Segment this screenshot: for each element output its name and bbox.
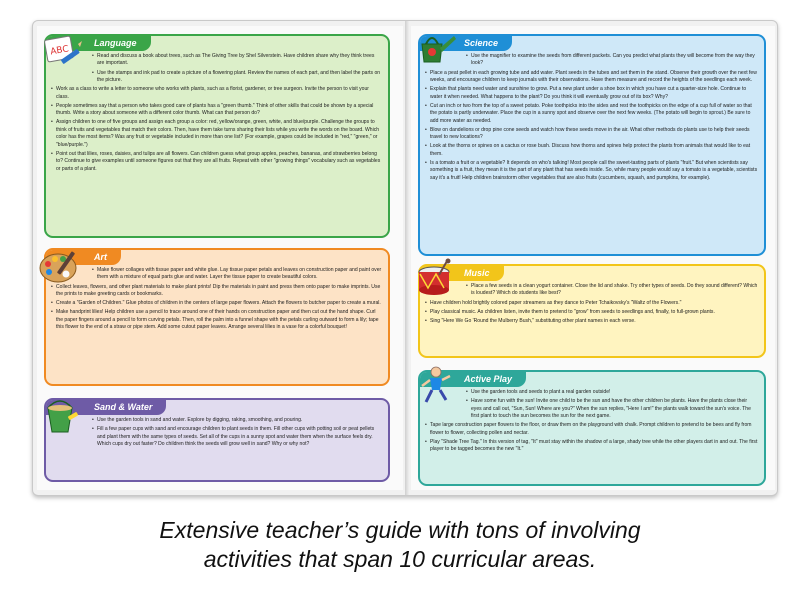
list-item: • Read and discuss a book about trees, such as The Giving Tree by Shel Silverstein. Have children share why they think trees are important.: [51, 53, 383, 68]
list-item: • Play "Shade Tree Tag." In this version of tag, "It" must stay within the shadow of a large, shady tree while the other players dart in and out. The first player to be tagged becomes the new "It.": [425, 439, 759, 454]
paint-palette-icon: [36, 246, 82, 288]
active-play-section: [418, 370, 766, 486]
list-item: • Fill a few paper cups with sand and encourage children to plant seeds in them. Fill other cups with potting soil or peat pellets and plant them with the same types of seeds. Set all of the cups in a sunny spot and water them when the surface feels dry. Which cups dry out faster? Do children think the seeds will grow well in sand? Why or why not?: [51, 426, 383, 448]
active-play-title: Active Play: [420, 372, 526, 387]
list-item: • Is a tomato a fruit or a vegetable? It depends on who's talking! Most people call the sweet-tasting parts of plants "fruit." But when scientists say something is a fruit, they mean it is the part of any plant that has seeds inside. So, while many people would say a tomato is a vegetable, scientists say it's a fruit! Help children brainstorm other vegetables that are also fruits (cucumbers, squash, and pumpkins, for example).: [425, 160, 759, 182]
art-list: [51, 267, 383, 332]
list-item: • Cut an inch or two from the top of a sweet potato. Poke toothpicks into the sides and rest the toothpicks on the edge of a cup full of water so that the potato is partly underwater. Place the cup in a sunny spot and observe over the next few weeks. (The potato will begin to sprout.) Be sure to add more water as needed.: [425, 103, 759, 125]
list-item: • Assign children to one of five groups and assign each group a color: red, yellow/orange, green, white, and blue/purple. Challenge the groups to think of fruits and vegetables that match their colors. Then, have them take turns sharing their lists while you write the words on the board. Which color has the most items? Was any fruit or vegetable included in more than one list? (For example, grapes could be included in "red," "green," or "blue/purple."): [51, 119, 383, 149]
list-item: • Place a peat pellet in each growing tube and add water. Plant seeds in the tubes and set them in the stand. Observe their growth over the next few weeks, and encourage children to keep journals with their observations. Have them measure and record the heights of the seedlings each week.: [425, 70, 759, 85]
music-section: [418, 264, 766, 358]
list-item: • Tape large construction paper flowers to the floor, or draw them on the playground with chalk. Prompt children to pretend to be bees and fly from flower to flower, collecting pollen and nectar.: [425, 422, 759, 437]
language-section: [44, 34, 390, 238]
list-item: • Create a "Garden of Children." Glue photos of children in the centers of large paper flowers. Attach the flowers to butcher paper to create a mural.: [51, 300, 383, 307]
caption-line-1: Extensive teacher’s guide with tons of involving: [159, 517, 641, 543]
list-item: • Make handprint lilies! Help children use a pencil to trace around one of their hands on construction paper and then cut out the hand shape. Curl the paper fingers around a pencil to form curving petals. Then, roll the palm into a funnel shape with the petals curling outward to form a lily; tape this flower to the end of a straw or pipe stem. Add some cutout paper leaves. Arrange several lilies in a vase for a colorful bouquet!: [51, 309, 383, 331]
page-gutter: [405, 21, 409, 495]
drum-icon: [412, 258, 458, 300]
list-item: • Use the magnifier to examine the seeds from different packets. Can you predict what plants they will become from the way they look?: [425, 53, 759, 68]
language-list: [51, 53, 383, 173]
list-item: • Sing "Here We Go 'Round the Mulberry Bush," substituting other plant names in each verse.: [425, 318, 759, 325]
sand-water-section: [44, 398, 390, 482]
active-play-list: [425, 389, 759, 454]
list-item: • Use the garden tools and seeds to plant a real garden outside!: [425, 389, 759, 396]
list-item: • Use the stamps and ink pad to create a picture of a flowering plant. Review the names of each part, and then label the parts on the picture.: [51, 70, 383, 85]
list-item: • Have some fun with the sun! Invite one child to be the sun and have the other children be plants. Have the plants close their eyes and call out, "Sun, Sun! Where are you?" When the sun replies, "Here I am!" the plants walk toward the sun's voice. The first plant to touch the sun becomes the sun for the next game.: [425, 398, 759, 420]
art-section: [44, 248, 390, 386]
science-section: [418, 34, 766, 256]
running-child-icon: [412, 364, 458, 406]
list-item: • Look at the thorns or spines on a cactus or rose bush. Discuss how thorns and spines help protect the plants from animals that would like to eat them.: [425, 143, 759, 158]
list-item: • Blow on dandelions or drop pine cone seeds and watch how these seeds move in the air. What other methods do plants use to help their seeds travel to new locations?: [425, 127, 759, 142]
abc-crayon-icon: [38, 30, 84, 72]
list-item: • Use the garden tools in sand and water. Explore by digging, raking, smoothing, and pouring.: [51, 417, 383, 424]
sand-water-list: [51, 417, 383, 448]
list-item: • Collect leaves, flowers, and other plant materials to make plant prints! Dip the materials in paint and press them onto paper to make imprints. Use the prints to make greeting cards or bookmarks.: [51, 284, 383, 299]
watering-can-icon: [412, 28, 458, 70]
list-item: • Point out that lilies, roses, daisies, and tulips are all flowers. Can children guess what group apples, peaches, bananas, and strawberries belong to? Continue to give examples until someone figures out that they are all fruits. Repeat with other "growing things" vocabulary such as vegetables or parts of a plant.: [51, 151, 383, 173]
list-item: • Have children hold brightly colored paper streamers as they dance to Peter Tchaikovsky's "Waltz of the Flowers.": [425, 300, 759, 307]
sand-water-title: Sand & Water: [46, 400, 166, 415]
list-item: • Make flower collages with tissue paper and white glue. Lay tissue paper petals and leaves on construction paper and paint over them with a mixture of equal parts glue and water. Layer the tissue paper to create beautiful colors.: [51, 267, 383, 282]
svg-text:ABC: ABC: [49, 44, 70, 58]
art-title: Art: [46, 250, 121, 265]
list-item: • People sometimes say that a person who takes good care of plants has a "green thumb." Think of other skills that could be shown by a special thumb. Write a story about someone with a different color thumb. What can that person do?: [51, 103, 383, 118]
music-title: Music: [420, 266, 504, 281]
list-item: • Work as a class to write a letter to someone who works with plants, such as a florist, gardener, or tree surgeon. Invite the person to visit your class.: [51, 86, 383, 101]
list-item: • Place a few seeds in a clean yogurt container. Close the lid and shake. Try other types of seeds. Do they sound different? Which is loudest? Which do students like best?: [425, 283, 759, 298]
music-list: [425, 283, 759, 325]
list-item: • Explain that plants need water and sunshine to grow. Put a new plant under a shoe box in which you have cut a quarter-size hole. Continue to water it when needed. What happens to the plant? Do you think it will eventually grow out of its box? Why?: [425, 86, 759, 101]
caption-line-2: activities that span 10 curricular areas.: [203, 546, 597, 572]
list-item: • Play classical music. As children listen, invite them to pretend to "grow" from seeds to seedlings and, finally, to full-grown plants.: [425, 309, 759, 316]
science-list: [425, 53, 759, 182]
science-title: Science: [420, 36, 512, 51]
language-title: Language: [46, 36, 151, 51]
sand-bucket-icon: [38, 394, 84, 436]
